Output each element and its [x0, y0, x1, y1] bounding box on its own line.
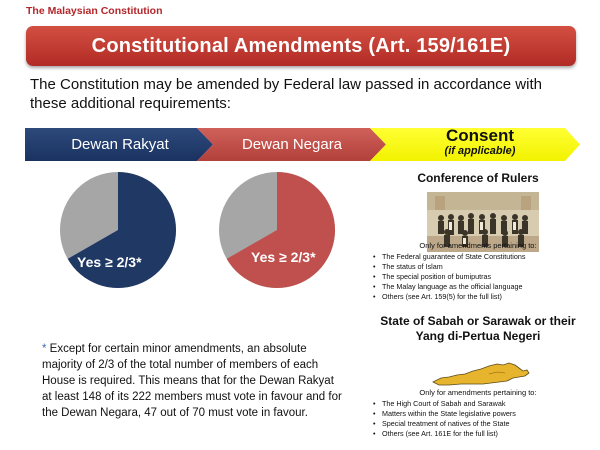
rulers-list-item: • The Federal guarantee of State Constitutions [372, 252, 592, 262]
rulers-list-item: • The special position of bumiputras [372, 272, 592, 282]
dewan-rakyat-pie-chart [60, 172, 176, 288]
sabah-list-item: • Matters within the State legislative powers [372, 409, 592, 419]
sabah-list-item: • Special treatment of natives of the State [372, 419, 592, 429]
sabah-list-item: • Others (see Art. 161E for the full list) [372, 429, 592, 439]
title-banner [26, 26, 576, 66]
dewan-negara-pie-label: Yes ≥ 2/3* [251, 249, 316, 265]
sabah-list-item: • The High Court of Sabah and Sarawak [372, 399, 592, 409]
dewan-negara-pie-chart [219, 172, 335, 288]
sabah-sarawak-title: State of Sabah or Sarawak or their Yang di-Pertua Negeri [380, 314, 576, 343]
consent-subtitle: (if applicable) [444, 145, 516, 157]
rulers-list [372, 252, 592, 302]
page-title: Constitutional Amendments (Art. 159/161E) [91, 34, 511, 57]
presentation-label: The Malaysian Constitution [26, 5, 163, 17]
rulers-list-item: • The status of Islam [372, 262, 592, 272]
dewan-negara-label: Dewan Negara [241, 136, 343, 153]
consent-label: Consent [446, 126, 514, 145]
intro-text: The Constitution may be amended by Federal law passed in accordance with these additional requirements: [30, 76, 542, 112]
rulers-intro: Only for amendments pertaining to: [419, 241, 537, 250]
sabah-sarawak-map [431, 362, 531, 386]
conference-of-rulers-title: Conference of Rulers [417, 171, 539, 185]
footnote-star: * [42, 343, 47, 355]
process-arrows [25, 128, 580, 161]
rulers-list-item: • The Malay language as the official language [372, 282, 592, 292]
dewan-rakyat-label: Dewan Rakyat [71, 136, 169, 153]
dewan-negara-pie [219, 172, 335, 288]
footnote [42, 341, 342, 421]
footnote-text: Except for certain minor amendments, an absolute majority of 2/3 of the total number of members of each House is required. This means that for the Dewan Rakyat at least 148 of its 222 members must vote in favour and for the Dewan Negara, 47 out of 70 must vote in favour. [42, 343, 342, 419]
sabah-list [372, 399, 592, 439]
dewan-rakyat-pie-label: Yes ≥ 2/3* [77, 254, 142, 270]
rulers-list-item: • Others (see Art. 159(5) for the full list) [372, 292, 592, 302]
sabah-intro: Only for amendments pertaining to: [419, 388, 537, 397]
dewan-rakyat-pie [60, 172, 176, 288]
borneo-map-icon [431, 362, 531, 386]
